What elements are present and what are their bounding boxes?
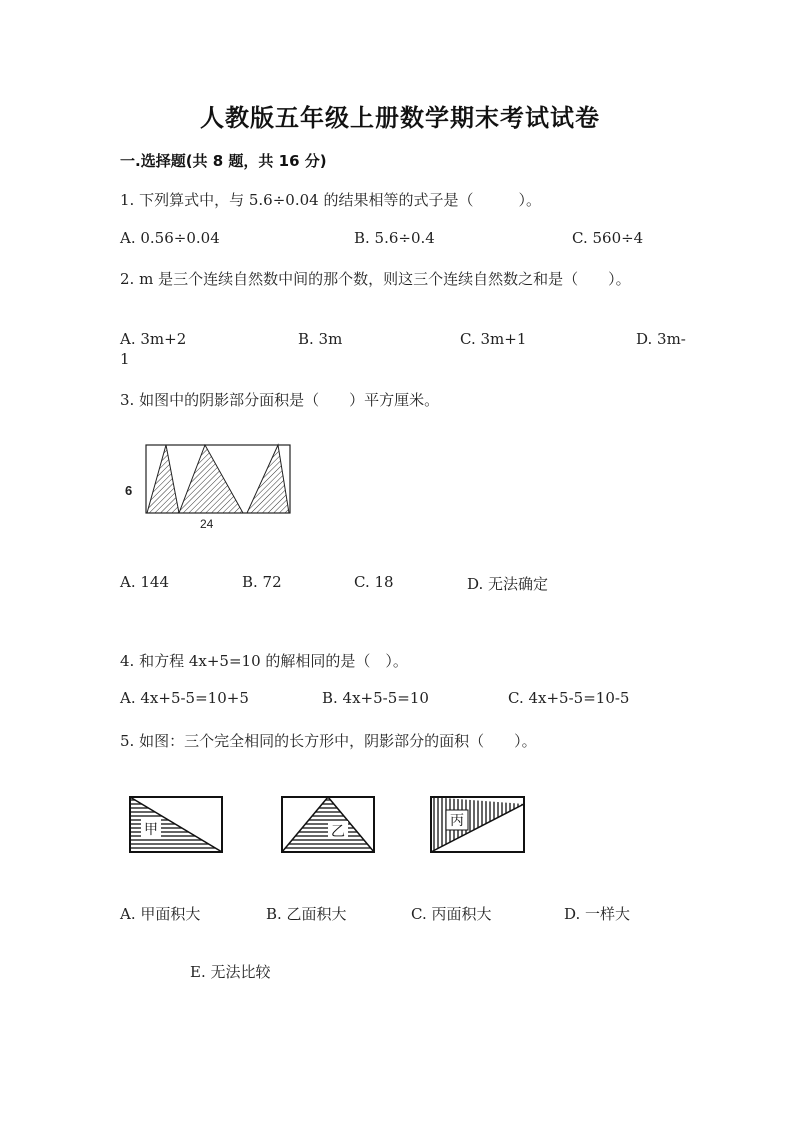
q3-shaded-triangle-1 <box>147 445 179 513</box>
page-title: 人教版五年级上册数学期末考试试卷 <box>200 103 600 132</box>
question-1-stem: 1. 下列算式中，与 5.6÷0.04 的结果相等的式子是（ ）。 <box>120 191 541 209</box>
q1-option-a: A. 0.56÷0.04 <box>120 229 220 247</box>
q2-option-a: A. 3m+2 <box>120 330 187 348</box>
q5-option-d: D. 一样大 <box>564 905 631 923</box>
q2-option-c: C. 3m+1 <box>460 330 527 348</box>
q4-option-a: A. 4x+5-5=10+5 <box>120 689 249 707</box>
q3-option-c: C. 18 <box>354 573 394 591</box>
q2-option-b: B. 3m <box>298 330 343 348</box>
q2-option-d-wrap: 1 <box>120 350 130 368</box>
q5-label-jia: 甲 <box>144 822 158 838</box>
q4-option-c: C. 4x+5-5=10-5 <box>508 689 630 707</box>
q3-width-label: 24 <box>200 517 214 531</box>
q5-shaded-bing <box>431 797 524 852</box>
q1-option-b: B. 5.6÷0.4 <box>354 229 435 247</box>
q5-label-bing: 丙 <box>450 813 464 829</box>
q3-shaded-triangle-3 <box>247 445 289 513</box>
q5-option-a: A. 甲面积大 <box>120 905 201 923</box>
q3-option-a: A. 144 <box>120 573 169 591</box>
q3-height-label: 6 <box>125 483 133 498</box>
q3-option-b: B. 72 <box>242 573 282 591</box>
question-4-stem: 4. 和方程 4x+5=10 的解相同的是（ ）。 <box>120 652 408 670</box>
q5-figure <box>120 790 540 860</box>
q1-option-c: C. 560÷4 <box>572 229 644 247</box>
q5-option-e: E. 无法比较 <box>190 963 271 981</box>
q5-option-b: B. 乙面积大 <box>266 905 347 923</box>
q5-label-yi: 乙 <box>331 824 345 840</box>
q3-option-d: D. 无法确定 <box>467 575 549 593</box>
q3-figure <box>120 440 300 540</box>
q2-option-d: D. 3m- <box>636 330 686 348</box>
q3-shaded-triangle-2 <box>179 445 243 513</box>
question-2-stem: 2. m 是三个连续自然数中间的那个数，则这三个连续自然数之和是（ ）。 <box>120 270 631 288</box>
question-5-stem: 5. 如图：三个完全相同的长方形中，阴影部分的面积（ ）。 <box>120 732 537 750</box>
section-heading: 一.选择题(共 8 题，共 16 分) <box>120 152 327 170</box>
question-3-stem: 3. 如图中的阴影部分面积是（ ）平方厘米。 <box>120 391 440 409</box>
q5-option-c: C. 丙面积大 <box>411 905 492 923</box>
q4-option-b: B. 4x+5-5=10 <box>322 689 429 707</box>
